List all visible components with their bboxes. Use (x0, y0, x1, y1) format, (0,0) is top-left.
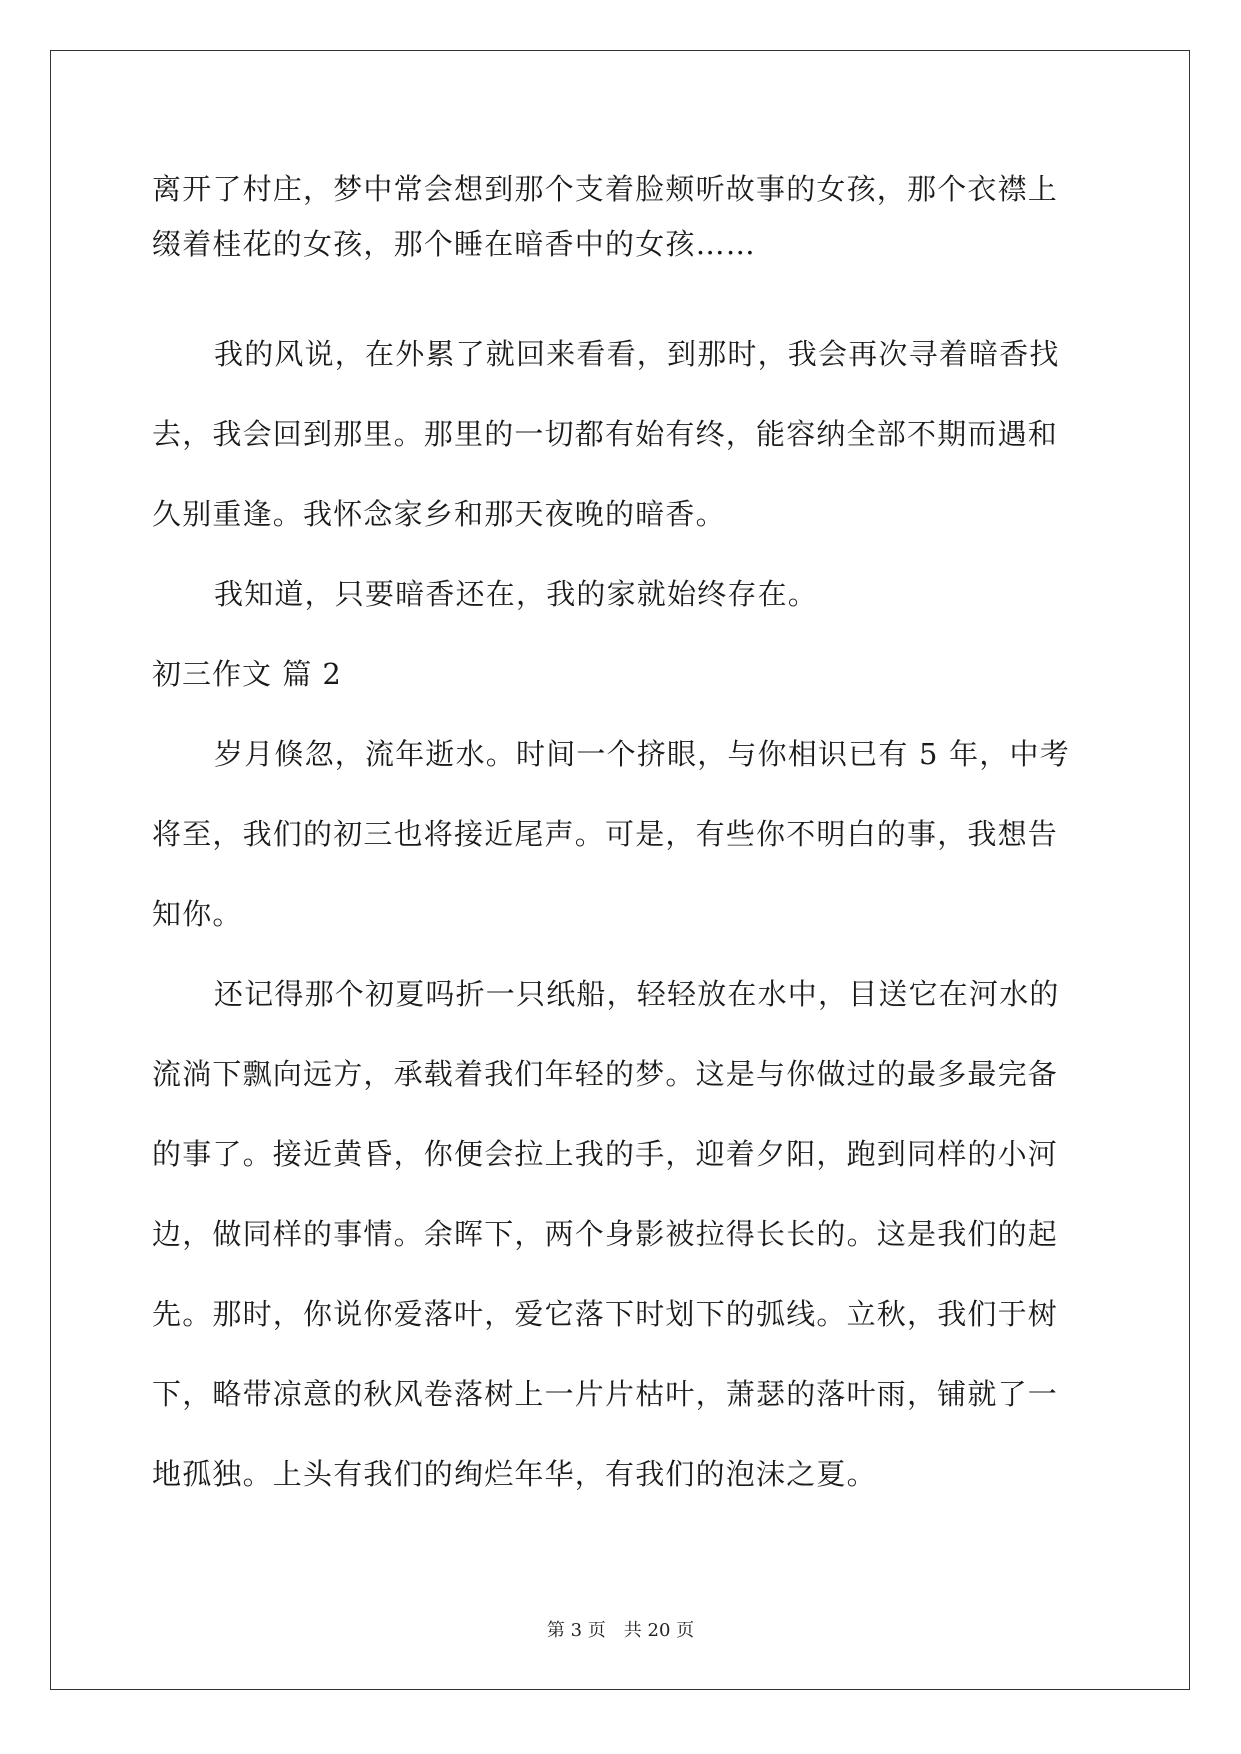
text-line: 将至，我们的初三也将接近尾声。可是，有些你不明白的事，我想告 (152, 817, 1059, 851)
text-line: 缀着桂花的女孩，那个睡在暗香中的女孩…… (152, 227, 757, 261)
text-line: 久别重逢。我怀念家乡和那天夜晚的暗香。 (152, 497, 726, 531)
text-line: 岁月倏忽，流年逝水。时间一个挤眼，与你相识已有 5 年，中考 (214, 737, 1070, 771)
text-line: 离开了村庄，梦中常会想到那个支着脸颊听故事的女孩，那个衣襟上 (152, 172, 1059, 206)
text-line: 流淌下飘向远方，承载着我们年轻的梦。这是与你做过的最多最完备 (152, 1057, 1059, 1091)
text-line: 我知道，只要暗香还在，我的家就始终存在。 (214, 577, 819, 611)
text-line: 我的风说，在外累了就回来看看，到那时，我会再次寻着暗香找 (214, 337, 1060, 371)
page-border (50, 50, 1190, 1690)
text-line: 去，我会回到那里。那里的一切都有始有终，能容纳全部不期而遇和 (152, 417, 1059, 451)
text-line: 还记得那个初夏吗折一只纸船，轻轻放在水中，目送它在河水的 (214, 977, 1060, 1011)
text-line: 的事了。接近黄昏，你便会拉上我的手，迎着夕阳，跑到同样的小河 (152, 1137, 1059, 1171)
text-line: 先。那时，你说你爱落叶，爱它落下时划下的弧线。立秋，我们于树 (152, 1297, 1059, 1331)
text-line: 知你。 (152, 897, 243, 931)
section-heading: 初三作文 篇 2 (152, 657, 342, 691)
page-number-footer: 第 3 页 共 20 页 (546, 1620, 695, 1641)
text-line: 下，略带凉意的秋风卷落树上一片片枯叶，萧瑟的落叶雨，铺就了一 (152, 1377, 1059, 1411)
text-line: 地孤独。上头有我们的绚烂年华，有我们的泡沫之夏。 (152, 1457, 877, 1491)
text-line: 边，做同样的事情。余晖下，两个身影被拉得长长的。这是我们的起 (152, 1217, 1059, 1251)
